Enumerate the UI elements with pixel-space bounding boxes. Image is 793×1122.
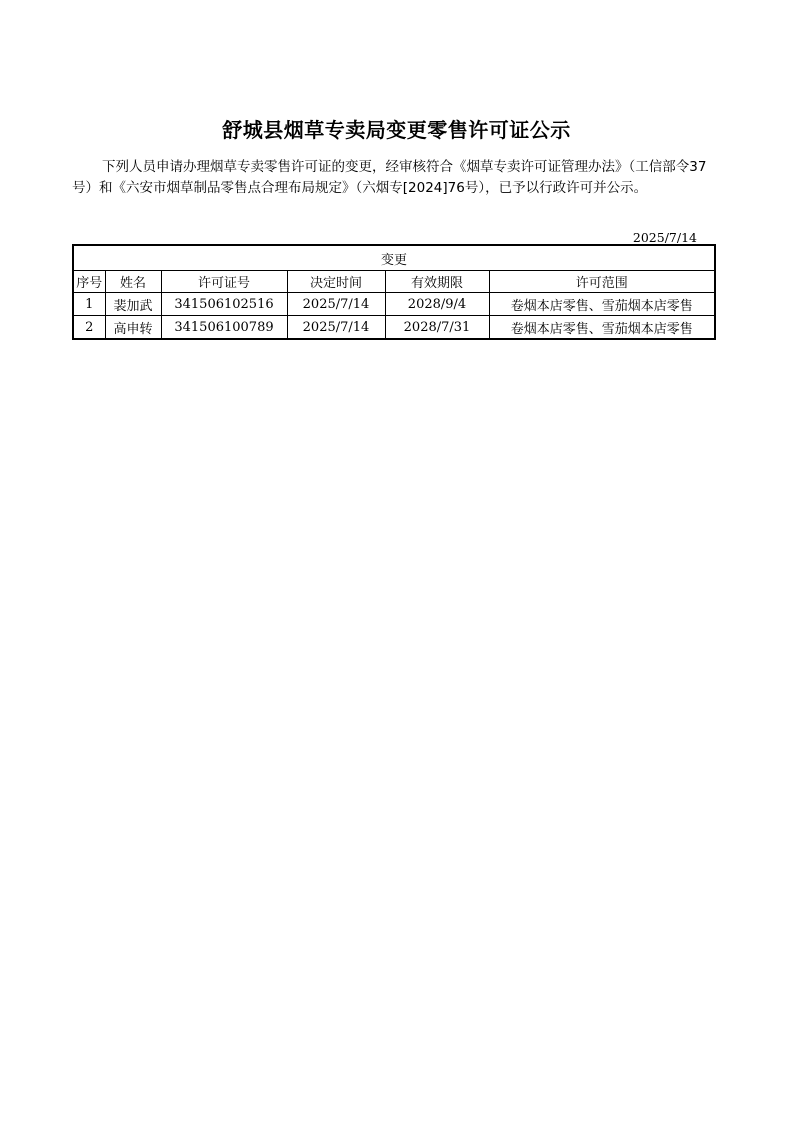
license-table <box>72 244 716 340</box>
cell-valid-until: 2028/7/31 <box>385 316 489 340</box>
cell-license-number: 341506102516 <box>161 293 287 316</box>
page-title: 舒城县烟草专卖局变更零售许可证公示 <box>222 118 571 142</box>
cell-name: 高申转 <box>105 316 161 340</box>
column-header-license-scope: 许可范围 <box>489 271 715 293</box>
cell-valid-until: 2028/9/4 <box>385 293 489 316</box>
table-row <box>73 316 715 340</box>
cell-license-scope: 卷烟本店零售、雪茄烟本店零售 <box>489 316 715 340</box>
cell-name: 裴加武 <box>105 293 161 316</box>
cell-index: 2 <box>73 316 105 340</box>
intro-paragraph: 下列人员申请办理烟草专卖零售许可证的变更，经审核符合《烟草专卖许可证管理办法》（工信部令37号）和《六安市烟草制品零售点合理布局规定》（六烟专[2024]76号），已予以行政许可并公示。 <box>72 159 707 196</box>
cell-decision-date: 2025/7/14 <box>287 316 385 340</box>
column-header-valid-until: 有效期限 <box>385 271 489 293</box>
column-header-decision-date: 决定时间 <box>287 271 385 293</box>
publish-date: 2025/7/14 <box>632 230 697 245</box>
column-header-name: 姓名 <box>105 271 161 293</box>
column-header-index: 序号 <box>73 271 105 293</box>
table-row <box>73 293 715 316</box>
cell-index: 1 <box>73 293 105 316</box>
cell-license-number: 341506100789 <box>161 316 287 340</box>
group-header-change: 变更 <box>73 245 715 271</box>
cell-license-scope: 卷烟本店零售、雪茄烟本店零售 <box>489 293 715 316</box>
column-header-license-number: 许可证号 <box>161 271 287 293</box>
cell-decision-date: 2025/7/14 <box>287 293 385 316</box>
